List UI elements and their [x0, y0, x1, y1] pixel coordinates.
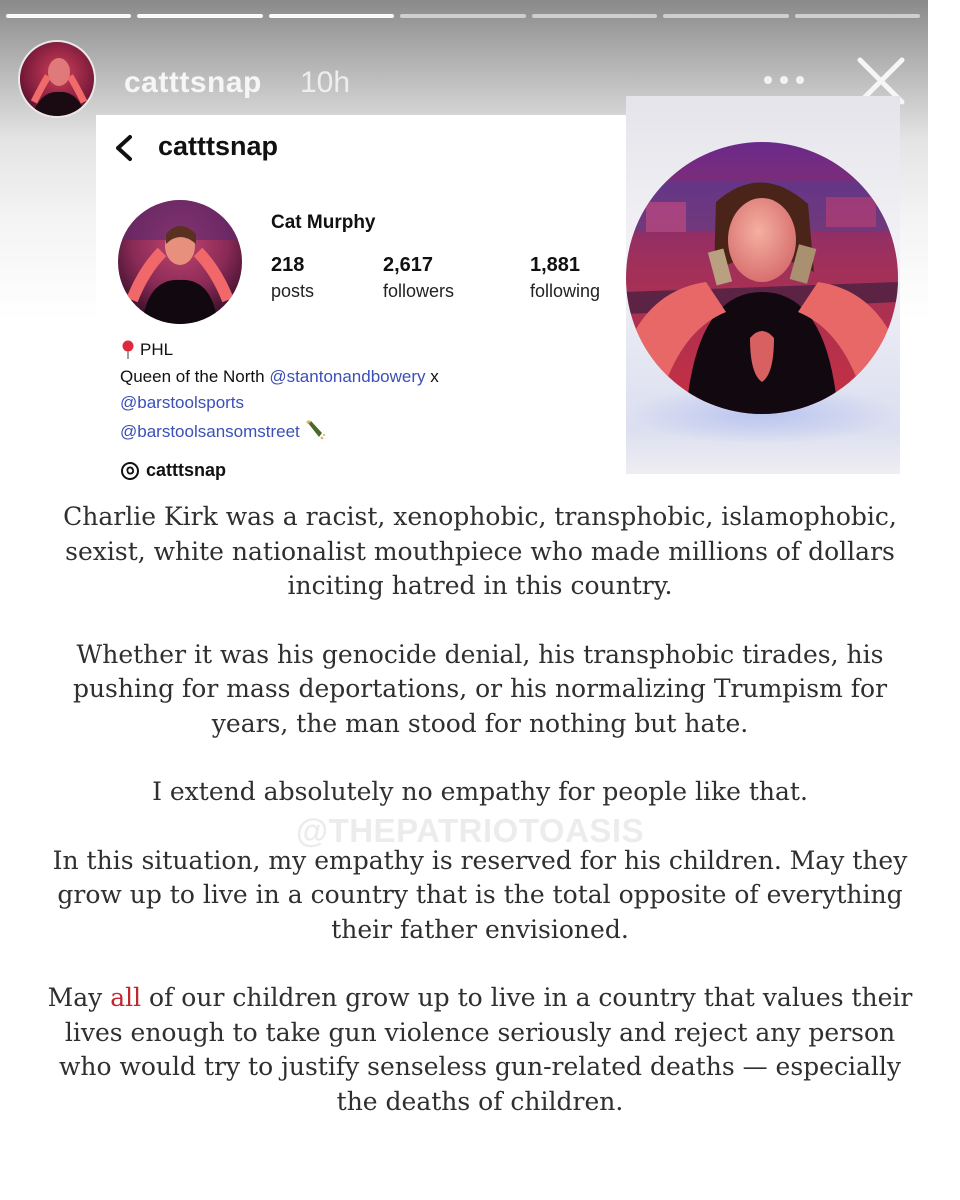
- posts-label: posts: [271, 281, 315, 301]
- champagne-bottle-icon: [304, 419, 326, 441]
- more-options-icon[interactable]: [760, 66, 808, 94]
- display-name: Cat Murphy: [271, 212, 376, 233]
- paragraph-4: In this situation, my empathy is reserved for his children. May they grow up to live in a country that is the total opposite of everything their father envisioned.: [52, 845, 908, 944]
- following-label: following: [530, 281, 601, 301]
- profile-photo: [118, 200, 242, 324]
- location-row: [120, 340, 173, 360]
- paragraph-5-rest: of our children grow up to live in a country that values their lives enough to take gun violence seriously and reject any person who would try to justify senseless gun-related deaths — especially the deaths of children.: [58, 983, 913, 1116]
- followers-label: followers: [383, 281, 455, 301]
- paragraph-5-start: May: [47, 983, 111, 1012]
- progress-segment: [400, 14, 525, 18]
- threads-icon: [120, 461, 140, 481]
- right-margin: [928, 0, 960, 1200]
- location-text: PHL: [140, 340, 174, 359]
- location-pin-icon: [120, 340, 136, 360]
- threads-handle: catttsnap: [146, 460, 227, 480]
- bio-text: Queen of the North: [120, 367, 270, 386]
- mention-link[interactable]: @stantonandbowery: [269, 367, 426, 386]
- highlighted-word: all: [110, 983, 142, 1012]
- followers-count[interactable]: 2,617: [383, 254, 434, 276]
- progress-segment: [137, 14, 262, 18]
- bio-line-1: [120, 367, 439, 387]
- bio-suffix: x: [425, 367, 439, 386]
- story-timestamp: 10h: [300, 66, 351, 99]
- mention-link[interactable]: @barstoolsports: [120, 393, 245, 412]
- story-avatar[interactable]: [18, 40, 96, 118]
- paragraph-5: [40, 981, 920, 1119]
- enlarged-photo-image: [626, 142, 898, 414]
- profile-username: catttsnap: [158, 131, 279, 161]
- paragraph-3: I extend absolutely no empathy for people like that.: [152, 777, 808, 806]
- profile-avatar[interactable]: [118, 200, 242, 324]
- bio-line-3: [120, 419, 326, 442]
- following-count[interactable]: 1,881: [530, 254, 581, 276]
- paragraph-2: Whether it was his genocide denial, his transphobic tirades, his pushing for mass deportations, or his normalizing Trumpism for years, the man stood for nothing but hate.: [72, 639, 888, 738]
- progress-segment: [532, 14, 657, 18]
- enlarged-profile-photo: [626, 142, 898, 414]
- back-chevron-icon[interactable]: [112, 134, 136, 162]
- progress-segment: [663, 14, 788, 18]
- progress-segment: [795, 14, 920, 18]
- story-progress-bar: [6, 14, 920, 19]
- paragraph-1: Charlie Kirk was a racist, xenophobic, transphobic, islamophobic, sexist, white nationalist mouthpiece who made millions of dollars inciting hatred in this country.: [63, 502, 897, 600]
- progress-segment: [269, 14, 394, 18]
- watermark: @THEPATRIOTOASIS: [295, 812, 645, 849]
- progress-segment: [6, 14, 131, 18]
- bio-line-2: [120, 393, 244, 413]
- threads-link[interactable]: [120, 460, 226, 481]
- story-username[interactable]: catttsnap: [124, 66, 262, 99]
- mention-link[interactable]: @barstoolsansomstreet: [120, 422, 300, 441]
- posts-count[interactable]: 218: [271, 254, 305, 276]
